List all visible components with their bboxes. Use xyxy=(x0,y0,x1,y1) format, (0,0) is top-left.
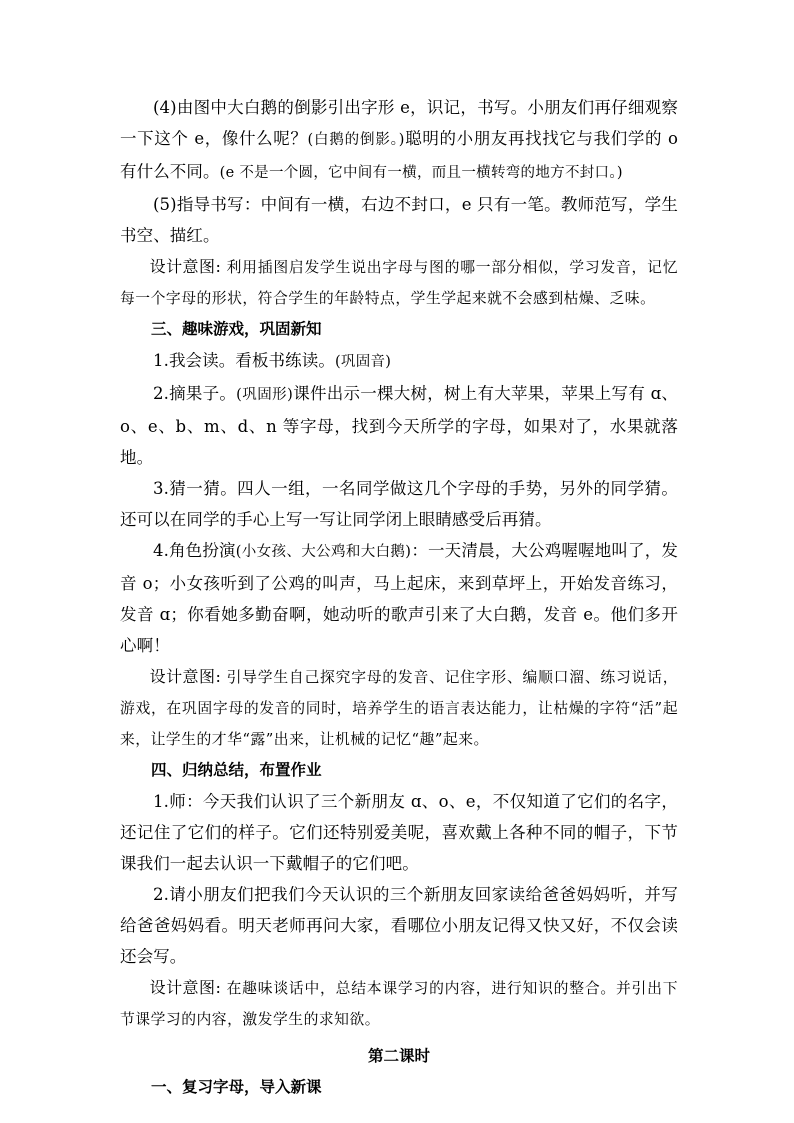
document-page xyxy=(120,92,678,1103)
game-item-2-text: 2.摘果子。 xyxy=(153,384,237,403)
game-item-4 xyxy=(120,535,678,661)
step-4-note-2: (e 不是一个圆，它中间有一横，而且一横转弯的地方不封口。) xyxy=(219,165,623,181)
design-intent-1 xyxy=(120,251,678,314)
design-intent-text: 引导学生自己探究字母的发音、记住字形、编顺口溜、练习说话，游戏，在巩固字母的发音的同时，培养学生的语言表达能力，让枯燥的字符“活”起来，让学生的才华“露”出来，让机械的记忆“趣”起来。 xyxy=(120,669,678,748)
design-intent-label: 设计意图: xyxy=(149,978,222,997)
design-intent-label: 设计意图: xyxy=(149,257,222,276)
game-item-4-text: 4.角色扮演 xyxy=(153,541,236,560)
game-item-4-note: (小女孩、大公鸡和大白鹅) xyxy=(235,544,412,560)
section-heading-lesson-2: 一、复习字母，导入新课 xyxy=(151,1078,322,1096)
game-item-2 xyxy=(120,378,678,473)
section-heading-4: 四、归纳总结，布置作业 xyxy=(151,761,322,779)
design-intent-2 xyxy=(120,661,678,755)
step-4-note-1: (白鹅的倒影。) xyxy=(307,132,405,148)
paragraph-step-4 xyxy=(120,92,678,189)
game-item-2-text-2: 课件出示一棵大树，树上有大苹果，苹果上写有 ɑ、o、e、b、m、d、n 等字母，找到今天所学的字母，如果对了，水果就落地。 xyxy=(120,384,678,467)
paragraph-step-5: (5)指导书写：中间有一横，右边不封口，e 只有一笔。教师范写，学生书空、描红。 xyxy=(120,195,678,245)
design-intent-3 xyxy=(120,972,678,1035)
step-4-text: (4)由图中大白鹅的倒影引出字形 e，识记，书写。小朋友们再仔细观察一下这个 e，像什么呢？ xyxy=(120,98,678,148)
summary-item-1: 1.师：今天我们认识了三个新朋友 ɑ、o、e，不仅知道了它们的名字，还记住了它们的样子。它们还特别爱美呢，喜欢戴上各种不同的帽子，下节课我们一起去认识一下戴帽子的它们吧。 xyxy=(120,792,678,873)
game-item-1-text: 1.我会读。看板书练读。 xyxy=(153,351,335,370)
section-heading-3: 三、趣味游戏，巩固新知 xyxy=(151,320,322,338)
design-intent-text: 利用插图启发学生说出字母与图的哪一部分相似，学习发音，记忆每一个字母的形状，符合学生的年龄特点，学生学起来就不会感到枯燥、乏味。 xyxy=(120,259,678,307)
game-item-1-note: (巩固音) xyxy=(334,354,392,370)
game-item-2-note: (巩固形) xyxy=(236,387,294,403)
game-item-4-text-2: ：一天清晨，大公鸡喔喔地叫了，发音 o；小女孩听到了公鸡的叫声，马上起床，来到草坪上，开始发音练习，发音 ɑ；你看她多勤奋啊，她动听的歌声引来了大白鹅，发音 e。他们多开心啊！ xyxy=(120,541,678,655)
game-item-3: 3.猜一猜。四人一组，一名同学做这几个字母的手势，另外的同学猜。还可以在同学的手心上写一写让同学闭上眼睛感受后再猜。 xyxy=(120,479,678,529)
lesson-2-title: 第二课时 xyxy=(367,1047,430,1065)
game-item-1 xyxy=(120,345,678,378)
design-intent-text: 在趣味谈话中，总结本课学习的内容，进行知识的整合。并引出下节课学习的内容，激发学生的求知欲。 xyxy=(120,980,678,1028)
summary-item-2: 2.请小朋友们把我们今天认识的三个新朋友回家读给爸爸妈妈听，并写给爸爸妈妈看。明天老师再问大家，看哪位小朋友记得又快又好，不仅会读还会写。 xyxy=(120,885,678,966)
design-intent-label: 设计意图: xyxy=(149,667,222,686)
step-4-text-2: 聪明的小朋友再找找它与我们学的 o 有什么不同。 xyxy=(120,129,679,181)
